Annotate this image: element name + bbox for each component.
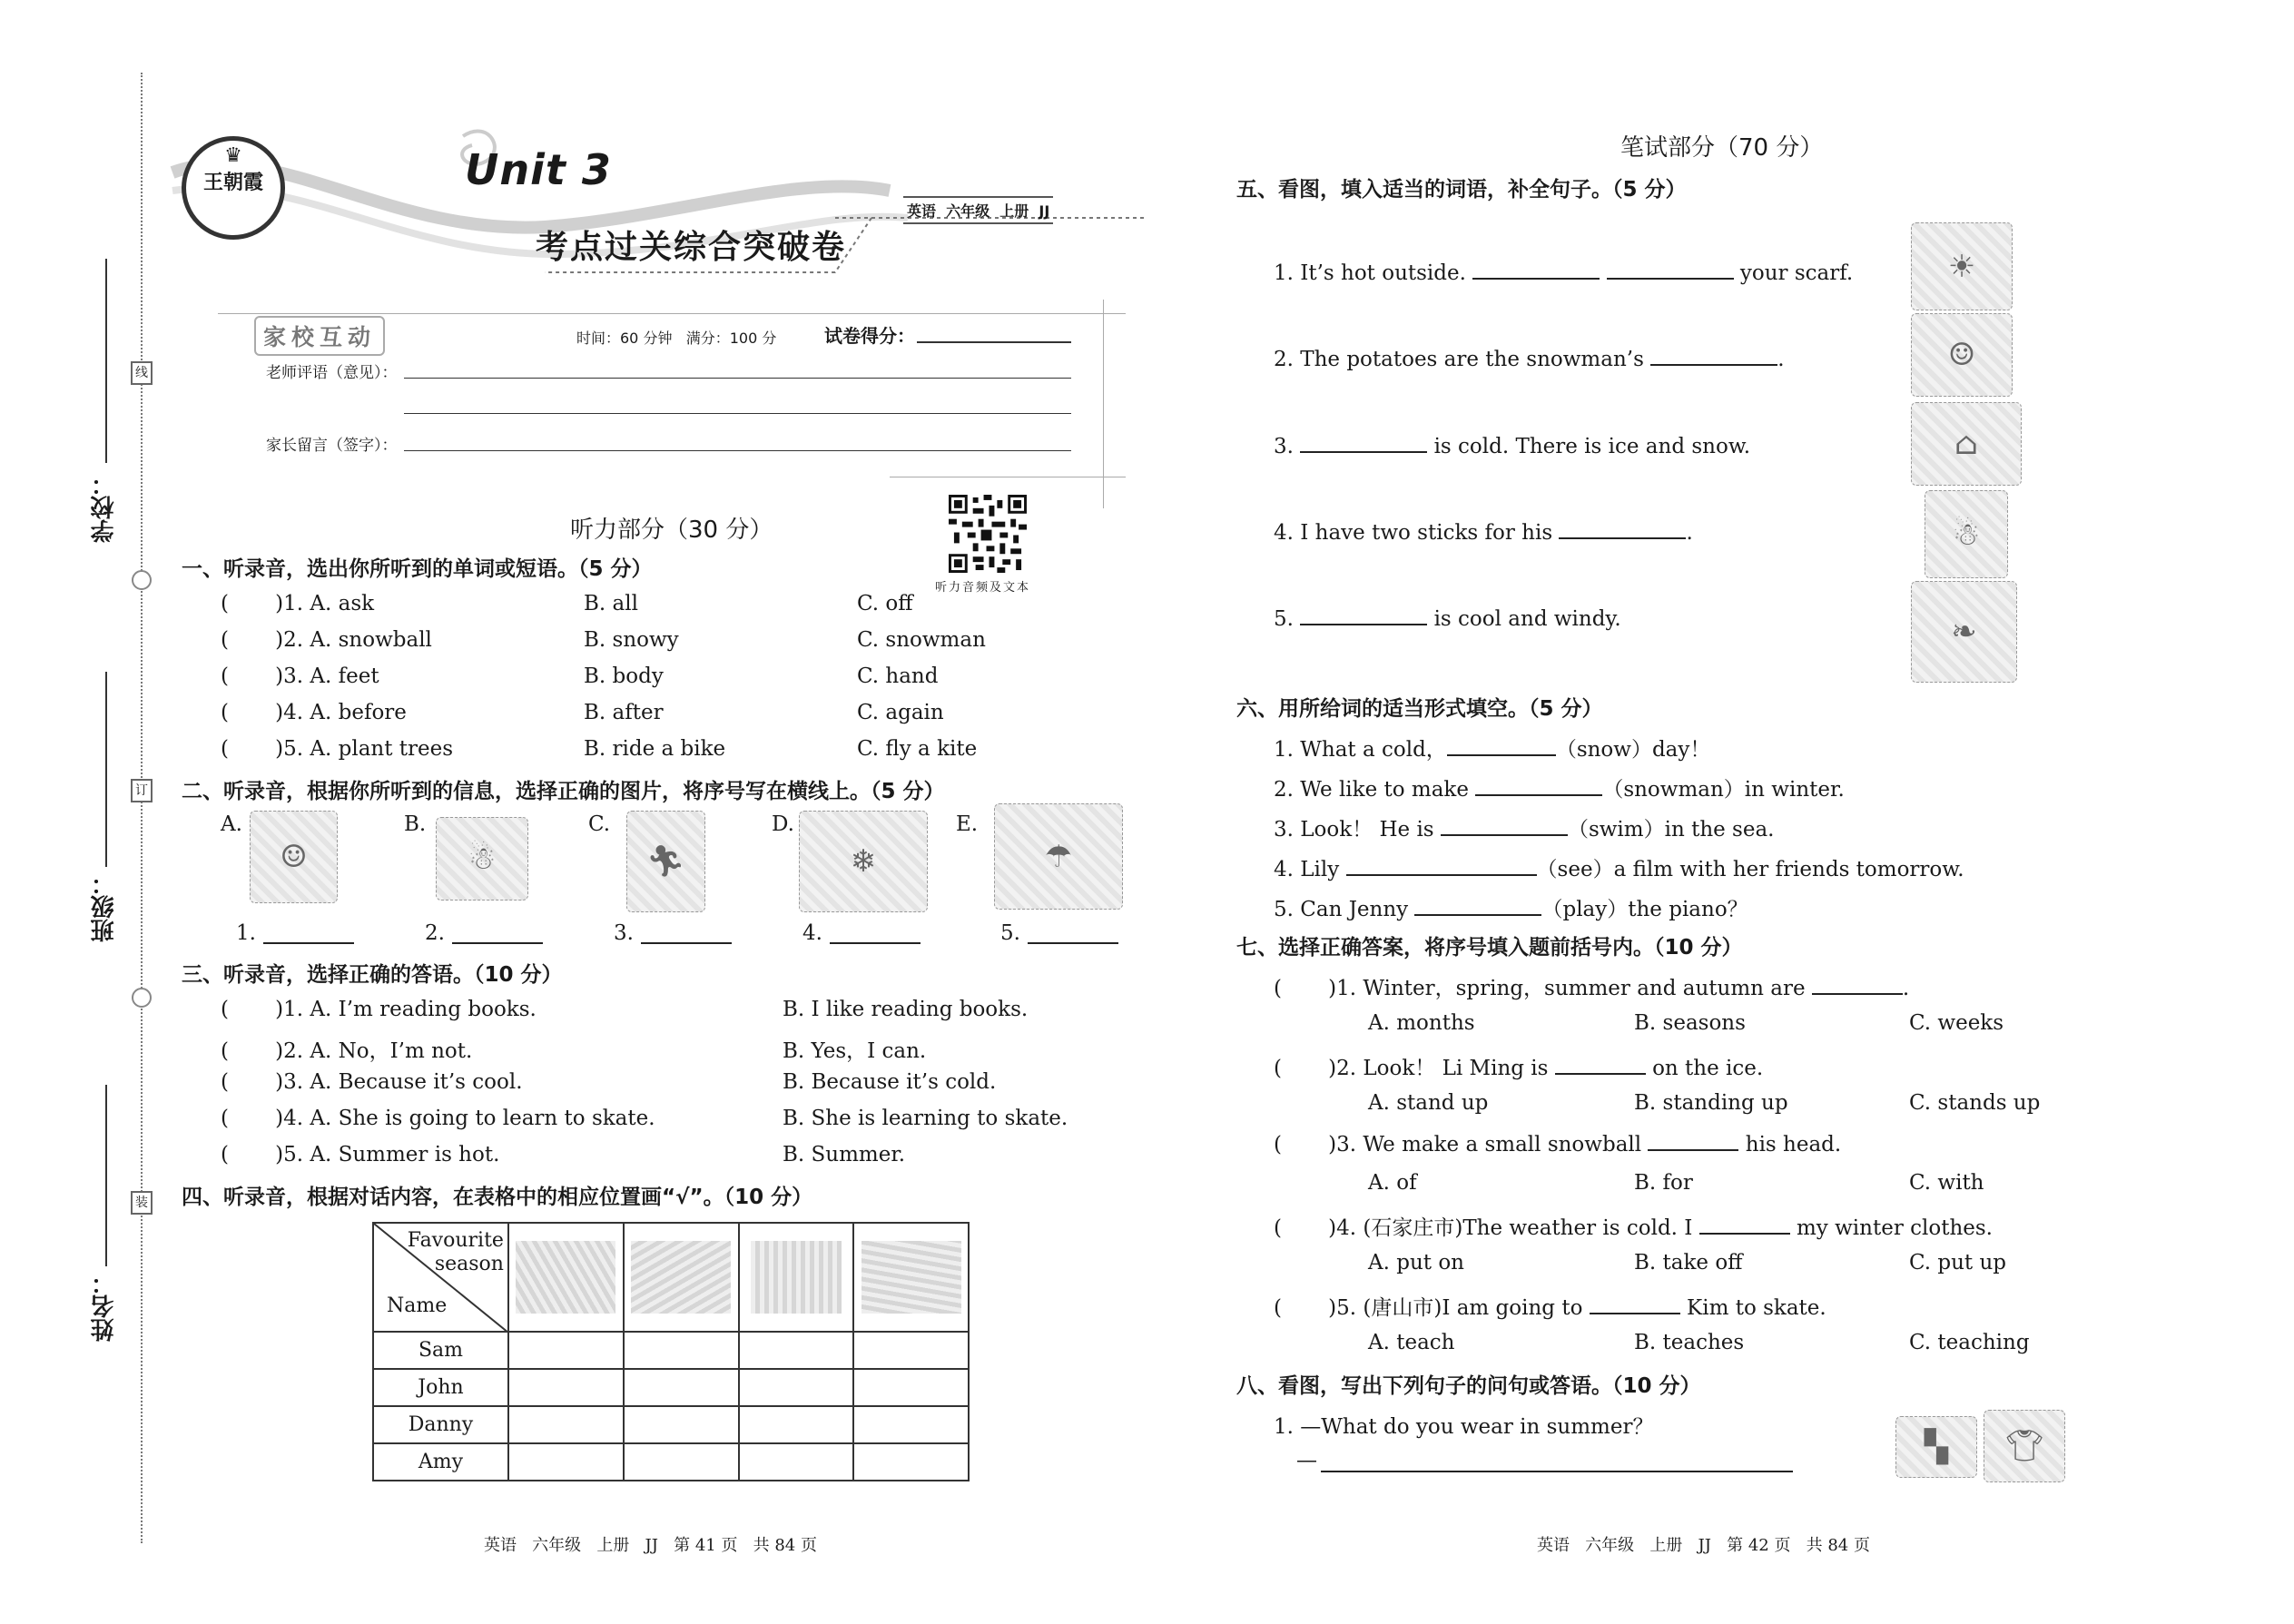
edition-badge: 英语 六年级 上册 JJ — [903, 196, 1053, 224]
s6-q2-blank[interactable] — [1475, 776, 1602, 796]
s2-blank-4-label: 4. — [802, 921, 822, 945]
check-cell[interactable] — [853, 1369, 969, 1406]
section-8-title: 八、看图，写出下列句子的问句或答语。（10 分） — [1236, 1374, 1701, 1398]
s6-q4-word: （see）a film with her friends tomorrow. — [1536, 858, 1964, 881]
check-cell[interactable] — [624, 1332, 739, 1369]
s7-q3-c: C. with — [1909, 1171, 1984, 1195]
s8-picture-tshirt — [1984, 1410, 2065, 1482]
s1-q5: ( )5. A. plant trees — [221, 737, 454, 761]
s6-q1-pre: 1. What a cold， — [1274, 738, 1447, 762]
teacher-comment-label: 老师评语（意见）： — [266, 364, 398, 382]
s1-q1: ( )1. A. ask — [221, 592, 375, 615]
s1-q2: ( )2. A. snowball — [221, 628, 432, 652]
name-line — [105, 1085, 107, 1266]
s2-letter-e: E. — [956, 812, 979, 836]
qr-code-icon[interactable] — [949, 495, 1027, 573]
s5-picture-1 — [1911, 222, 2013, 310]
row-name-danny: Danny — [373, 1406, 508, 1443]
s5-q1-blank-2[interactable] — [1607, 260, 1734, 280]
s2-picture-a — [250, 811, 338, 903]
s2-blank-3-label: 3. — [614, 921, 634, 945]
s8-answer-dash: — — [1296, 1449, 1317, 1472]
binding-box-ding: 订 — [131, 779, 153, 802]
favourite-season-table — [372, 1222, 970, 1481]
s3-q5-a: ( )5. A. Summer is hot. — [221, 1143, 500, 1166]
s1-q3-b: B. body — [584, 664, 664, 688]
check-cell[interactable] — [853, 1332, 969, 1369]
s6-q3 — [1274, 812, 1775, 842]
paper-subtitle: 考点过关综合突破卷 — [536, 229, 847, 266]
s5-q2 — [1274, 346, 1785, 371]
s2-letter-a: A. — [221, 812, 242, 836]
s6-q4-blank[interactable] — [1346, 856, 1537, 876]
s2-blank-1[interactable] — [263, 924, 354, 944]
s6-q5-blank[interactable] — [1414, 896, 1541, 916]
parent-comment-line — [404, 450, 1071, 451]
season-picture-spring — [508, 1223, 624, 1332]
snowman-icon: ☃ — [1952, 516, 1981, 553]
s5-q5-blank[interactable] — [1300, 605, 1427, 625]
season-picture-winter — [853, 1223, 969, 1332]
s2-letter-c: C. — [588, 812, 611, 836]
s5-q4-post: . — [1686, 521, 1693, 545]
check-cell[interactable] — [508, 1406, 624, 1443]
row-name-sam: Sam — [373, 1332, 508, 1369]
s7-q3-post: his head. — [1745, 1133, 1842, 1156]
s5-picture-2 — [1911, 313, 2013, 397]
s7-q4-post: my winter clothes. — [1797, 1216, 1993, 1240]
s7-q3-blank[interactable] — [1648, 1131, 1738, 1151]
s5-q1-pre: 1. It’s hot outside. — [1274, 261, 1466, 285]
s3-q4-b: B. She is learning to skate. — [783, 1107, 1068, 1130]
s5-q3-pre: 3. — [1274, 435, 1294, 458]
s5-q4 — [1274, 519, 1693, 545]
s7-q1-a: A. months — [1368, 1011, 1475, 1035]
windy-tree-icon: ❧ — [1951, 614, 1977, 650]
snowman-face-icon: ☺ — [1947, 337, 1976, 373]
s6-q2-pre: 2. We like to make — [1274, 778, 1469, 802]
s6-q4-pre: 4. Lily — [1274, 858, 1340, 881]
s6-q4 — [1274, 852, 1964, 882]
s6-q1 — [1274, 733, 1710, 763]
face-icon: ☺ — [280, 839, 308, 875]
table-header-cell — [373, 1223, 508, 1332]
check-cell[interactable] — [624, 1443, 739, 1481]
s7-q5 — [1274, 1291, 1826, 1321]
hot-weather-icon: ☀ — [1947, 248, 1976, 285]
s2-picture-b — [436, 817, 528, 901]
binding-ring-1 — [132, 570, 152, 590]
table-row — [373, 1332, 969, 1369]
s1-q4: ( )4. A. before — [221, 701, 407, 724]
listening-section-title: 听力部分（30 分） — [570, 517, 773, 544]
s7-q2-c: C. stands up — [1909, 1091, 2041, 1115]
s2-picture-c — [626, 811, 705, 912]
s7-q5-stem: ( )5. (唐山市)I am going to — [1274, 1296, 1583, 1320]
s1-q4-b: B. after — [584, 701, 664, 724]
s5-q4-blank[interactable] — [1559, 519, 1686, 539]
check-cell[interactable] — [508, 1443, 624, 1481]
s2-picture-d — [799, 811, 928, 912]
s7-q1-post: . — [1902, 977, 1910, 1000]
s7-q4 — [1274, 1211, 1993, 1241]
s2-blank-2[interactable] — [452, 924, 543, 944]
beach-umbrella-icon: ☂ — [1044, 838, 1073, 875]
s6-q3-word: （swim）in the sea. — [1567, 818, 1775, 842]
check-cell[interactable] — [739, 1406, 854, 1443]
s8-picture-shorts — [1895, 1416, 1977, 1478]
header-name: Name — [387, 1294, 448, 1317]
s5-picture-4 — [1925, 490, 2008, 578]
check-cell[interactable] — [853, 1443, 969, 1481]
binding-ring-2 — [132, 988, 152, 1008]
s7-q2 — [1274, 1051, 1763, 1081]
section-1-title: 一、听录音，选出你所听到的单词或短语。（5 分） — [182, 557, 653, 581]
s7-q5-c: C. teaching — [1909, 1331, 2030, 1354]
s1-q4-c: C. again — [857, 701, 944, 724]
s6-q3-blank[interactable] — [1441, 816, 1568, 836]
section-3-title: 三、听录音，选择正确的答语。（10 分） — [182, 963, 563, 987]
check-cell[interactable] — [853, 1406, 969, 1443]
season-picture-summer — [624, 1223, 739, 1332]
s5-picture-3 — [1911, 402, 2022, 486]
section-2-title: 二、听录音，根据你所听到的信息，选择正确的图片，将序号写在横线上。（5 分） — [182, 780, 945, 803]
table-row — [373, 1406, 969, 1443]
s7-q5-post: Kim to skate. — [1687, 1296, 1826, 1320]
s7-q4-c: C. put up — [1909, 1251, 2007, 1275]
s2-blank-5[interactable] — [1028, 924, 1118, 944]
s1-q2-c: C. snowman — [857, 628, 986, 652]
s7-q2-b: B. standing up — [1634, 1091, 1788, 1115]
s1-q3-c: C. hand — [857, 664, 939, 688]
teacher-comment-line-1 — [404, 378, 1071, 379]
runner-icon: 🏃︎ — [645, 843, 686, 880]
s3-q3-a: ( )3. A. Because it’s cool. — [221, 1070, 523, 1094]
binding-box-zhuang: 装 — [131, 1191, 153, 1215]
s7-q3-a: A. of — [1368, 1171, 1417, 1195]
section-6-title: 六、用所给词的适当形式填空。（5 分） — [1236, 697, 1603, 721]
s6-q5 — [1274, 892, 1748, 922]
s1-q2-b: B. snowy — [584, 628, 679, 652]
s5-q1 — [1274, 260, 1853, 285]
s3-q3-b: B. Because it’s cold. — [783, 1070, 997, 1094]
s3-q5-b: B. Summer. — [783, 1143, 906, 1166]
s6-q5-word: （play）the piano？ — [1541, 898, 1748, 921]
score-label: 试卷得分： — [824, 325, 915, 347]
section-5-title: 五、看图，填入适当的词语，补全句子。（5 分） — [1236, 178, 1687, 202]
s5-q3-blank[interactable] — [1300, 433, 1427, 453]
s7-q2-blank[interactable] — [1555, 1055, 1646, 1075]
check-cell[interactable] — [739, 1332, 854, 1369]
s2-picture-e — [994, 803, 1123, 910]
check-cell[interactable] — [739, 1369, 854, 1406]
s6-q3-pre: 3. Look！ He is — [1274, 818, 1434, 842]
check-cell[interactable] — [508, 1369, 624, 1406]
snow-scene-icon: ❄ — [850, 843, 877, 880]
s1-q1-b: B. all — [584, 592, 638, 615]
s7-q4-b: B. take off — [1634, 1251, 1743, 1275]
s5-q3-post: is cold. There is ice and snow. — [1433, 435, 1751, 458]
qr-caption: 听力音频及文本 — [935, 581, 1031, 595]
table-row — [373, 1443, 969, 1481]
s2-blank-4[interactable] — [830, 924, 921, 944]
s7-q2-post: on the ice. — [1652, 1057, 1764, 1080]
check-cell[interactable] — [624, 1369, 739, 1406]
s7-q1-c: C. weeks — [1909, 1011, 2004, 1035]
s5-q5-pre: 5. — [1274, 607, 1294, 631]
class-line — [105, 672, 107, 867]
s7-q4-stem: ( )4. (石家庄市)The weather is cold. I — [1274, 1216, 1693, 1240]
header-favourite: Favourite — [407, 1229, 504, 1252]
time-info: 时间：60 分钟 满分：100 分 — [576, 330, 777, 347]
binding-dotted-line — [141, 73, 143, 1543]
s6-q1-word: （snow）day！ — [1555, 738, 1711, 762]
s5-q1-post: your scarf. — [1739, 261, 1854, 285]
s7-q5-b: B. teaches — [1634, 1331, 1745, 1354]
s7-q4-blank[interactable] — [1699, 1215, 1790, 1235]
brand-logo-text: 王朝霞 — [202, 171, 263, 194]
check-cell[interactable] — [624, 1406, 739, 1443]
s7-q2-stem: ( )2. Look！ Li Ming is — [1274, 1057, 1549, 1080]
footer-left-page: 英语 六年级 上册 JJ 第 41 页 共 84 页 — [484, 1536, 817, 1555]
brand-logo — [182, 136, 285, 240]
s8-answer-line[interactable] — [1321, 1471, 1793, 1472]
row-name-amy: Amy — [373, 1443, 508, 1481]
s2-letter-d: D. — [772, 812, 794, 836]
s7-q1-blank[interactable] — [1812, 975, 1903, 995]
table-row — [373, 1369, 969, 1406]
s3-q2-a: ( )2. A. No，I’m not. — [221, 1039, 473, 1063]
s7-q1-stem: ( )1. Winter，spring，summer and autumn are — [1274, 977, 1806, 1000]
s5-q5 — [1274, 605, 1621, 631]
s5-picture-5 — [1911, 581, 2017, 683]
s7-q5-blank[interactable] — [1590, 1294, 1680, 1314]
s3-q1-b: B. I like reading books. — [783, 998, 1029, 1021]
s3-q2-b: B. Yes，I can. — [783, 1039, 927, 1063]
crown-icon: ♛ — [224, 144, 242, 167]
s5-q2-pre: 2. The potatoes are the snowman’s — [1274, 348, 1644, 371]
s6-q2 — [1274, 773, 1845, 802]
school-line — [105, 259, 107, 463]
section-4-title: 四、听录音，根据对话内容，在表格中的相应位置画“√”。（10 分） — [182, 1186, 813, 1209]
s2-blank-5-label: 5. — [1000, 921, 1020, 945]
s6-q2-word: （snowman）in winter. — [1602, 778, 1845, 802]
s3-q1-a: ( )1. A. I’m reading books. — [221, 998, 537, 1021]
row-name-john: John — [373, 1369, 508, 1406]
s2-blank-3[interactable] — [641, 924, 732, 944]
s7-q1 — [1274, 971, 1909, 1001]
s5-q5-post: is cool and windy. — [1433, 607, 1621, 631]
class-label: 班级： — [91, 871, 118, 942]
s1-q5-c: C. fly a kite — [857, 737, 978, 761]
s5-q3 — [1274, 433, 1750, 458]
s7-q3-stem: ( )3. We make a small snowball — [1274, 1133, 1642, 1156]
s2-letter-b: B. — [404, 812, 427, 836]
teacher-comment-line-2 — [404, 413, 1071, 414]
s7-q3-b: B. for — [1634, 1171, 1693, 1195]
school-label: 学校： — [91, 472, 118, 543]
writing-section-title: 笔试部分（70 分） — [1620, 134, 1824, 162]
s5-q2-blank[interactable] — [1650, 346, 1777, 366]
s7-q1-b: B. seasons — [1634, 1011, 1746, 1035]
s6-q1-blank[interactable] — [1447, 736, 1556, 756]
section-7-title: 七、选择正确答案，将序号填入题前括号内。（10 分） — [1236, 936, 1743, 960]
header-season: season — [434, 1253, 504, 1275]
check-cell[interactable] — [508, 1332, 624, 1369]
t-shirt-icon: 👕︎ — [2004, 1428, 2044, 1464]
footer-right-page: 英语 六年级 上册 JJ 第 42 页 共 84 页 — [1537, 1536, 1870, 1555]
person-icon: ☃ — [468, 841, 497, 877]
shorts-icon: ▚ — [1924, 1429, 1949, 1465]
family-school-label: 家校互动 — [254, 316, 385, 356]
s1-q5-b: B. ride a bike — [584, 737, 726, 761]
s7-q3 — [1274, 1131, 1841, 1156]
parent-comment-label: 家长留言（签字）： — [266, 437, 398, 455]
s7-q5-a: A. teach — [1368, 1331, 1455, 1354]
header-rule-top — [218, 313, 1126, 314]
season-picture-autumn — [739, 1223, 854, 1332]
s7-q2-a: A. stand up — [1368, 1091, 1489, 1115]
s3-q4-a: ( )4. A. She is going to learn to skate. — [221, 1107, 655, 1130]
check-cell[interactable] — [739, 1443, 854, 1481]
s1-q3: ( )3. A. feet — [221, 664, 379, 688]
name-label: 姓名： — [91, 1271, 118, 1342]
snowy-house-icon: ⌂ — [1954, 426, 1978, 462]
s8-q1: 1. —What do you wear in summer？ — [1274, 1415, 1654, 1439]
s6-q5-pre: 5. Can Jenny — [1274, 898, 1409, 921]
s1-q1-c: C. off — [857, 592, 913, 615]
s7-q4-a: A. put on — [1368, 1251, 1464, 1275]
s2-blank-1-label: 1. — [236, 921, 256, 945]
score-line — [917, 341, 1071, 343]
s5-q1-blank-1[interactable] — [1472, 260, 1600, 280]
s5-q2-post: . — [1777, 348, 1785, 371]
s2-blank-2-label: 2. — [425, 921, 445, 945]
s5-q4-pre: 4. I have two sticks for his — [1274, 521, 1553, 545]
binding-box-xian: 线 — [131, 361, 153, 385]
unit-title: Unit 3 — [465, 145, 612, 194]
